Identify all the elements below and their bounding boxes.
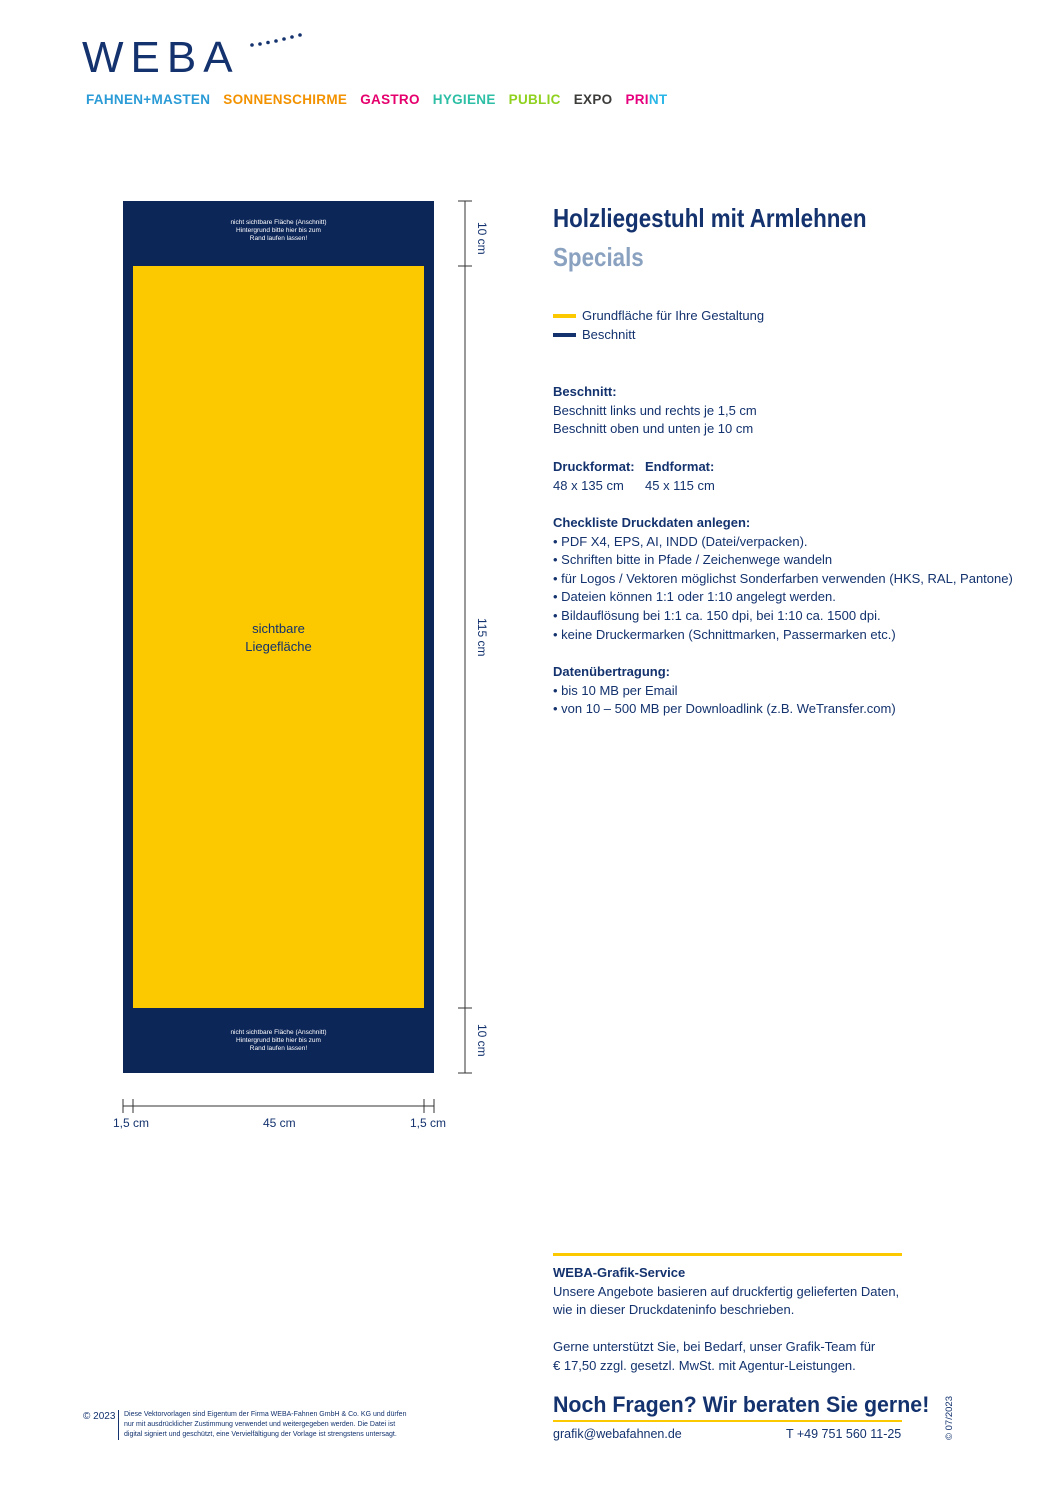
- product-subtitle: Specials: [553, 242, 644, 272]
- legal-notice: [124, 1410, 444, 1440]
- bleed-note-bottom: [123, 1029, 434, 1053]
- bleed-line: Beschnitt oben und unten je 10 cm: [553, 421, 754, 437]
- legal-line: digital signiert und geschützt, eine Vervielfältigung der Vorlage ist strengstens untersagt.: [124, 1431, 397, 1438]
- data-transfer: [553, 663, 1023, 719]
- transfer-heading: Datenübertragung:: [553, 664, 670, 679]
- legend-navy-swatch: [553, 333, 576, 337]
- category-expo: EXPO: [573, 92, 613, 107]
- visible-area-label: [133, 620, 424, 656]
- service-divider: [553, 1253, 902, 1256]
- bleed-note-top: [123, 219, 434, 243]
- category-nav: [86, 92, 667, 107]
- vertical-dimension-line: [455, 196, 475, 1078]
- legend-design-area: [553, 308, 764, 323]
- dim-label-bottom: 10 cm: [475, 1024, 489, 1057]
- bleed-note-bottom-line: Rand laufen lassen!: [249, 1045, 308, 1052]
- product-title: Holzliegestuhl mit Armlehnen: [553, 203, 867, 233]
- contact-cta: Noch Fragen? Wir beraten Sie gerne!: [553, 1392, 930, 1417]
- legend-design-area-label: Grundfläche für Ihre Gestaltung: [582, 308, 765, 323]
- checklist: [553, 514, 1023, 644]
- visible-area-label-line1: sichtbare: [252, 621, 305, 636]
- checklist-item: • Dateien können 1:1 oder 1:10 angelegt werden.: [553, 589, 836, 605]
- horizontal-dimension-line: [118, 1097, 440, 1115]
- legal-divider: [118, 1410, 119, 1440]
- bleed-note-bottom-line: nicht sichtbare Fläche (Anschnitt): [230, 1029, 327, 1036]
- format-info: [553, 458, 1023, 495]
- dim-label-left: 1,5 cm: [113, 1116, 150, 1130]
- checklist-heading: Checkliste Druckdaten anlegen:: [553, 515, 751, 530]
- category-public: PUBLIC: [508, 92, 561, 107]
- legal-line: Diese Vektorvorlagen sind Eigentum der Firma WEBA-Fahnen GmbH & Co. KG und dürfen: [124, 1411, 407, 1418]
- category-print-part-1: PRI: [625, 92, 649, 107]
- copyright: © 2023: [83, 1411, 116, 1422]
- dim-label-right: 1,5 cm: [410, 1116, 447, 1130]
- contact-phone: T +49 751 560 11-25: [786, 1427, 902, 1441]
- print-format-heading: Druckformat:: [553, 459, 635, 474]
- visible-area-label-line2: Liegefläche: [245, 639, 312, 654]
- final-format-heading: Endformat:: [645, 459, 715, 474]
- service-line: wie in dieser Druckdateninfo beschrieben.: [553, 1302, 795, 1318]
- version-date: © 07/2023: [944, 1396, 955, 1440]
- dim-label-top: 10 cm: [475, 222, 489, 255]
- contact-email-link[interactable]: grafik@webafahnen.de: [553, 1427, 682, 1441]
- category-print: [625, 92, 667, 107]
- checklist-item: • keine Druckermarken (Schnittmarken, Passermarken etc.): [553, 626, 896, 642]
- checklist-item: • Schriften bitte in Pfade / Zeichenwege wandeln: [553, 552, 833, 568]
- transfer-item: • von 10 – 500 MB per Downloadlink (z.B. WeTransfer.com): [553, 701, 896, 717]
- bleed-heading: Beschnitt:: [553, 384, 617, 399]
- category-sonnenschirme: SONNENSCHIRME: [223, 92, 348, 107]
- grafik-service: [553, 1264, 933, 1376]
- legend-yellow-swatch: [553, 314, 576, 318]
- checklist-item: • Bildauflösung bei 1:1 ca. 150 dpi, bei 1:10 ca. 1500 dpi.: [553, 607, 881, 623]
- logo-dots-icon: [248, 31, 308, 49]
- dim-label-middle: 115 cm: [475, 618, 489, 657]
- bleed-info: [553, 383, 1023, 439]
- legend-bleed: [553, 327, 635, 342]
- service-line: Gerne unterstützt Sie, bei Bedarf, unser Grafik-Team für: [553, 1339, 876, 1355]
- dim-label-center: 45 cm: [263, 1116, 296, 1130]
- bleed-note-top-line: Hintergrund bitte hier bis zum: [236, 227, 321, 234]
- print-format-value: 48 x 135 cm: [553, 477, 624, 493]
- legal-line: nur mit ausdrücklicher Zustimmung verwendet und weitergegeben werden. Die Datei ist: [124, 1421, 396, 1428]
- category-print-part-2: NT: [648, 92, 668, 107]
- bleed-note-top-line: nicht sichtbare Fläche (Anschnitt): [230, 219, 327, 226]
- transfer-item: • bis 10 MB per Email: [553, 682, 678, 698]
- category-gastro: GASTRO: [360, 92, 420, 107]
- checklist-item: • PDF X4, EPS, AI, INDD (Datei/verpacken).: [553, 533, 808, 549]
- service-line: € 17,50 zzgl. gesetzl. MwSt. mit Agentur-Leistungen.: [553, 1357, 856, 1373]
- bleed-note-bottom-line: Hintergrund bitte hier bis zum: [236, 1037, 321, 1044]
- service-heading: WEBA-Grafik-Service: [553, 1265, 686, 1280]
- checklist-item: • für Logos / Vektoren möglichst Sonderfarben verwenden (HKS, RAL, Pantone): [553, 570, 1013, 586]
- service-line: Unsere Angebote basieren auf druckfertig gelieferten Daten,: [553, 1283, 900, 1299]
- final-format-value: 45 x 115 cm: [645, 477, 715, 493]
- category-fahnen-masten: FAHNEN+MASTEN: [86, 92, 211, 107]
- cta-underline: [553, 1420, 902, 1422]
- brand-logo: WEBA: [82, 33, 240, 82]
- legend-bleed-label: Beschnitt: [582, 327, 636, 342]
- bleed-note-top-line: Rand laufen lassen!: [249, 235, 308, 242]
- category-hygiene: HYGIENE: [432, 92, 496, 107]
- bleed-line: Beschnitt links und rechts je 1,5 cm: [553, 402, 757, 418]
